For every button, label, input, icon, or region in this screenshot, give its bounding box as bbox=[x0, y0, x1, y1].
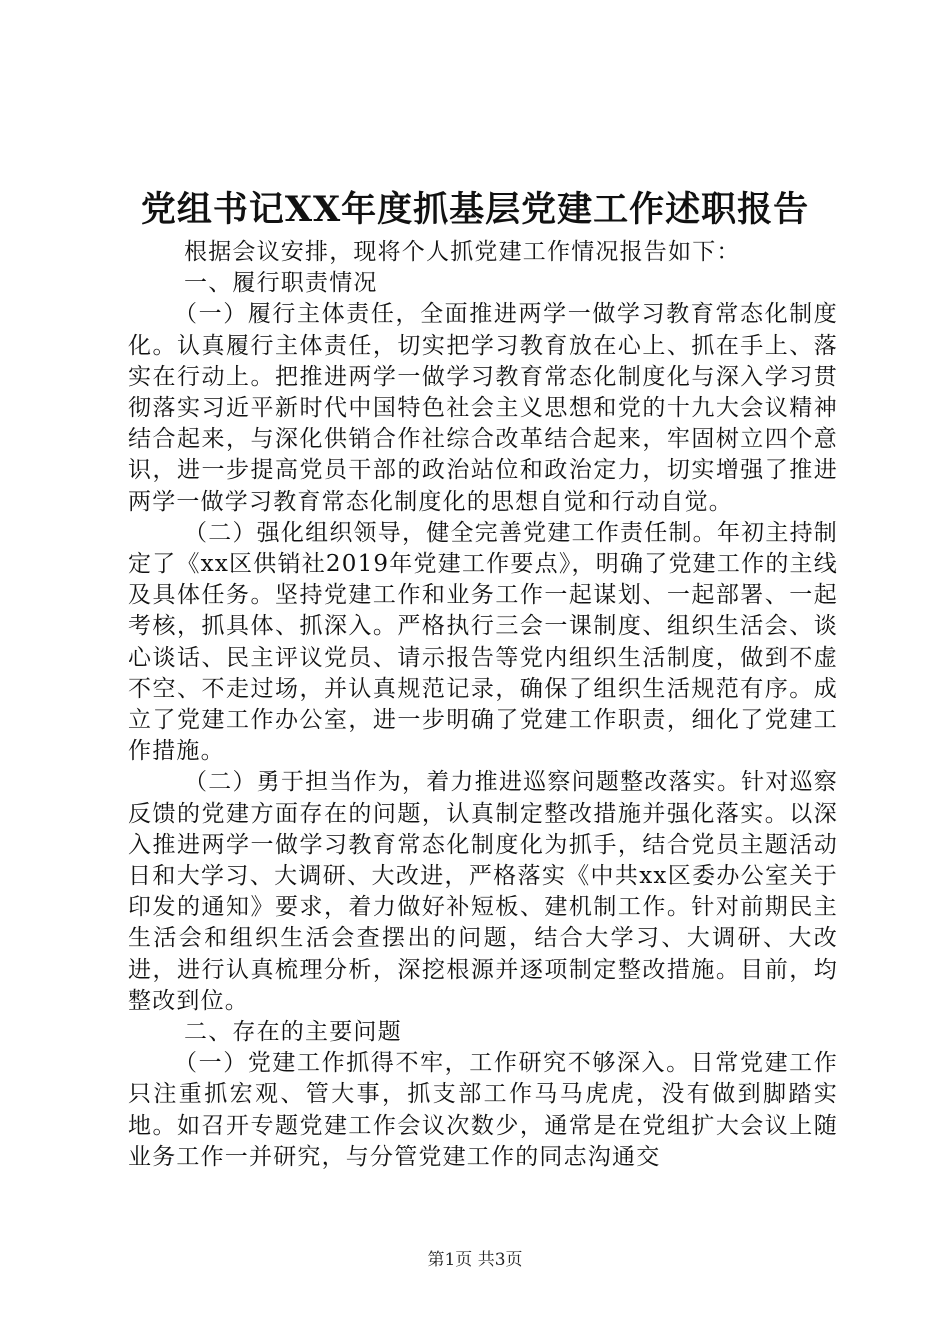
paragraph-2: （二）强化组织领导，健全完善党建工作责任制。年初主持制定了《xx区供销社2019年党建工作要点》，明确了党建工作的主线及具体任务。坚持党建工作和业务工作一起谋划、一起部署、一起考核，抓具体、抓深入。严格执行三会一课制度、组织生活会、谈心谈话、民主评议党员、请示报告等党内组织生活制度，做到不虚不空、不走过场，并认真规范记录，确保了组织生活规范有序。成立了党建工作办公室，进一步明确了党建工作职责，细化了党建工作措施。 bbox=[128, 519, 838, 765]
paragraph-1: （一）履行主体责任，全面推进两学一做学习教育常态化制度化。认真履行主体责任，切实把学习教育放在心上、抓在手上、落实在行动上。把推进两学一做学习教育常态化制度化与深入学习贯彻落实习近平新时代中国特色社会主义思想和党的十九大会议精神结合起来，与深化供销合作社综合改革结合起来，牢固树立四个意识，进一步提高党员干部的政治站位和政治定力，切实增强了推进两学一做学习教育常态化制度化的思想自觉和行动自觉。 bbox=[128, 301, 838, 515]
document-title: 党组书记XX年度抓基层党建工作述职报告 bbox=[140, 189, 810, 230]
paragraph-4: （一）党建工作抓得不牢，工作研究不够深入。日常党建工作只注重抓宏观、管大事，抓支部工作马马虎虎，没有做到脚踏实地。如召开专题党建工作会议次数少，通常是在党组扩大会议上随业务工作一并研究，与分管党建工作的同志沟通交 bbox=[128, 1050, 838, 1170]
section-heading-1: 一、履行职责情况 bbox=[184, 270, 378, 297]
document-body bbox=[128, 237, 838, 1173]
page-number-footer: 第1页 共3页 bbox=[427, 1250, 523, 1270]
intro-paragraph: 根据会议安排，现将个人抓党建工作情况报告如下： bbox=[184, 239, 741, 265]
section-heading-2: 二、存在的主要问题 bbox=[184, 1019, 402, 1046]
paragraph-3: （二）勇于担当作为，着力推进巡察问题整改落实。针对巡察反馈的党建方面存在的问题，认真制定整改措施并强化落实。以深入推进两学一做学习教育常态化制度化为抓手，结合党员主题活动日和大学习、大调研、大改进，严格落实《中共xx区委办公室关于印发的通知》要求，着力做好补短板、建机制工作。针对前期民主生活会和组织生活会查摆出的问题，结合大学习、大调研、大改进，进行认真梳理分析，深挖根源并逐项制定整改措施。目前，均整改到位。 bbox=[128, 769, 838, 1014]
